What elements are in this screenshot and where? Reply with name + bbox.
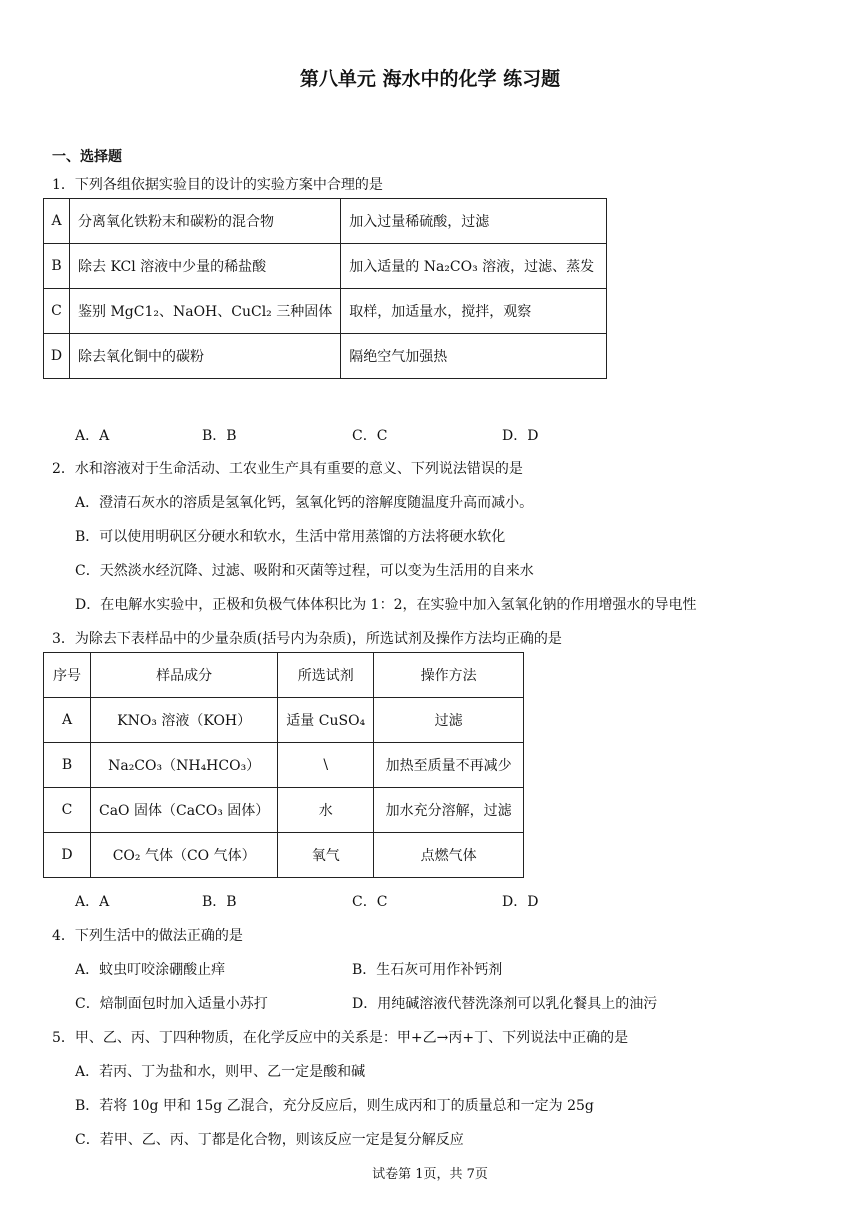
table-row — [44, 698, 524, 743]
table-cell: CaO 固体（CaCO₃ 固体） — [91, 788, 278, 833]
q5-option-c: C．若甲、乙、丙、丁都是化合物，则该反应一定是复分解反应 — [75, 1132, 464, 1148]
table-cell: 鉴别 MgC1₂、NaOH、CuCl₂ 三种固体 — [70, 289, 341, 334]
q2-option-d: D．在电解水实验中，正极和负极气体体积比为 1：2，在实验中加入氢氧化钠的作用增强水的导电性 — [75, 597, 697, 613]
q1-option-d: D．D — [502, 428, 539, 444]
q5-stem: 5．甲、乙、丙、丁四种物质，在化学反应中的关系是：甲+乙→丙+丁、下列说法中正确的是 — [52, 1030, 629, 1046]
q5-option-b: B．若将 10g 甲和 15g 乙混合，充分反应后，则生成丙和丁的质量总和一定为 25g — [75, 1098, 594, 1114]
q4-option-c: C．焙制面包时加入适量小苏打 — [75, 996, 268, 1012]
table-row — [44, 788, 524, 833]
table-cell: 加入过量稀硫酸，过滤 — [341, 199, 607, 244]
table-row — [44, 289, 607, 334]
table-cell: A — [44, 698, 91, 743]
table-header: 所选试剂 — [278, 653, 374, 698]
table-header: 序号 — [44, 653, 91, 698]
table-cell: \ — [278, 743, 374, 788]
table-cell: 除去 KCl 溶液中少量的稀盐酸 — [70, 244, 341, 289]
table-row — [44, 743, 524, 788]
table-cell: 过滤 — [374, 698, 524, 743]
q2-option-b: B．可以使用明矾区分硬水和软水，生活中常用蒸馏的方法将硬水软化 — [75, 529, 506, 545]
table-cell: 取样，加适量水，搅拌，观察 — [341, 289, 607, 334]
q4-option-a: A．蚊虫叮咬涂硼酸止痒 — [75, 962, 226, 978]
table-cell: Na₂CO₃（NH₄HCO₃） — [91, 743, 278, 788]
table-cell: B — [44, 743, 91, 788]
q4-stem: 4．下列生活中的做法正确的是 — [52, 928, 243, 944]
table-cell: KNO₃ 溶液（KOH） — [91, 698, 278, 743]
q1-option-b: B．B — [202, 428, 237, 444]
q4-option-b: B．生石灰可用作补钙剂 — [352, 962, 503, 978]
table-row — [44, 334, 607, 379]
table-cell: D — [44, 334, 70, 379]
table-header: 操作方法 — [374, 653, 524, 698]
q4-option-d: D．用纯碱溶液代替洗涤剂可以乳化餐具上的油污 — [352, 996, 658, 1012]
table-cell: A — [44, 199, 70, 244]
table-cell: D — [44, 833, 91, 878]
q3-table — [43, 652, 524, 878]
q3-option-d: D．D — [502, 894, 539, 910]
table-row — [44, 199, 607, 244]
table-cell: 点燃气体 — [374, 833, 524, 878]
q2-option-c: C．天然淡水经沉降、过滤、吸附和灭菌等过程，可以变为生活用的自来水 — [75, 563, 534, 579]
table-cell: 加热至质量不再减少 — [374, 743, 524, 788]
table-cell: 除去氧化铜中的碳粉 — [70, 334, 341, 379]
q1-stem: 1．下列各组依据实验目的设计的实验方案中合理的是 — [52, 177, 383, 193]
q2-option-a: A．澄清石灰水的溶质是氢氧化钙，氢氧化钙的溶解度随温度升高而减小。 — [75, 495, 534, 511]
q5-option-a: A．若丙、丁为盐和水，则甲、乙一定是酸和碱 — [75, 1064, 366, 1080]
table-cell: 分离氧化铁粉末和碳粉的混合物 — [70, 199, 341, 244]
q2-stem: 2．水和溶液对于生命活动、工农业生产具有重要的意义、下列说法错误的是 — [52, 461, 523, 477]
table-header: 样品成分 — [91, 653, 278, 698]
table-cell: B — [44, 244, 70, 289]
page-footer: 试卷第 1页，共 7页 — [372, 1167, 488, 1182]
table-header-row — [44, 653, 524, 698]
table-cell: 加入适量的 Na₂CO₃ 溶液，过滤、蒸发 — [341, 244, 607, 289]
q1-option-a: A．A — [75, 428, 110, 444]
table-cell: CO₂ 气体（CO 气体） — [91, 833, 278, 878]
table-cell: C — [44, 289, 70, 334]
table-row — [44, 833, 524, 878]
table-row — [44, 244, 607, 289]
page-title: 第八单元 海水中的化学 练习题 — [299, 68, 561, 90]
table-cell: C — [44, 788, 91, 833]
q3-option-c: C．C — [352, 894, 388, 910]
q1-option-c: C．C — [352, 428, 388, 444]
table-cell: 氧气 — [278, 833, 374, 878]
q3-stem: 3．为除去下表样品中的少量杂质(括号内为杂质)，所选试剂及操作方法均正确的是 — [52, 631, 562, 647]
q1-table — [43, 198, 607, 379]
table-cell: 加水充分溶解，过滤 — [374, 788, 524, 833]
table-cell: 适量 CuSO₄ — [278, 698, 374, 743]
section-heading: 一、选择题 — [52, 149, 122, 165]
table-cell: 隔绝空气加强热 — [341, 334, 607, 379]
q3-option-a: A．A — [75, 894, 110, 910]
q3-option-b: B．B — [202, 894, 237, 910]
table-cell: 水 — [278, 788, 374, 833]
